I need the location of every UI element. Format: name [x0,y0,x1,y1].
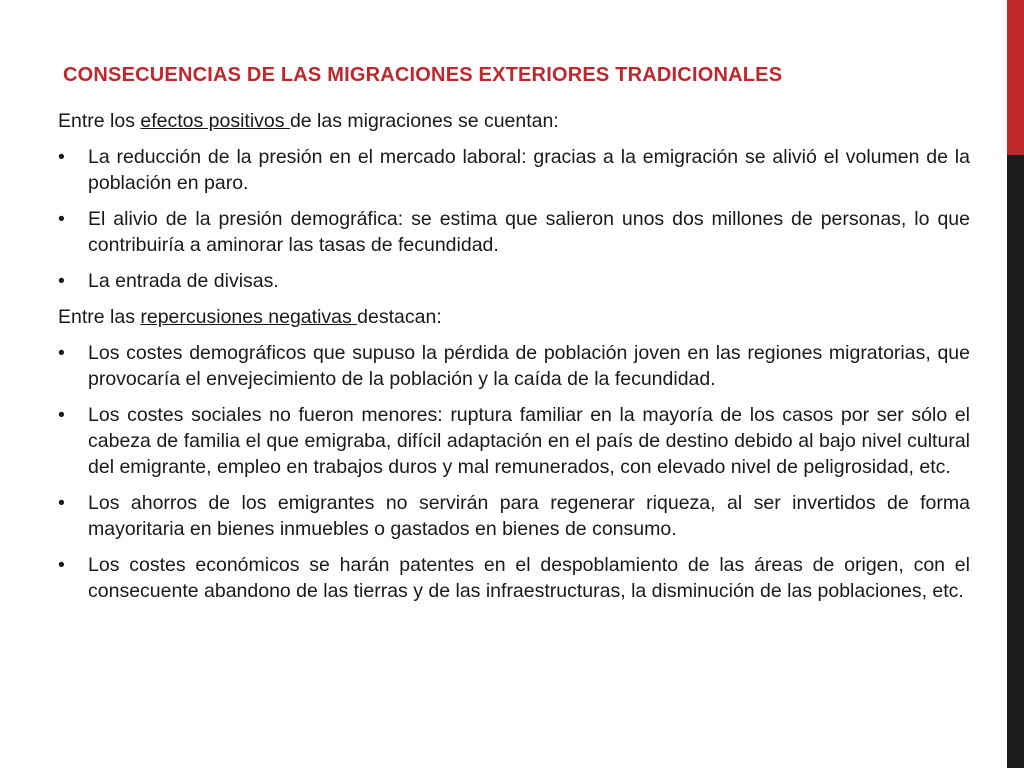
positive-intro [58,108,970,134]
negative-bullet-item [58,490,970,542]
bullet-marker: • [58,404,65,426]
bullet-marker: • [58,270,65,292]
positive-bullet-text: El alivio de la presión demográfica: se estima que salieron unos dos millones de personas, lo que contribuiría a aminorar las tasas de fecundidad. [88,208,970,256]
negative-bullet-item [58,340,970,392]
positive-bullet-item [58,268,970,294]
slide-content [58,108,970,614]
bullet-marker: • [58,146,65,168]
bullet-marker: • [58,492,65,514]
negative-intro-after: destacan: [357,306,442,328]
slide-title: CONSECUENCIAS DE LAS MIGRACIONES EXTERIORES TRADICIONALES [63,64,783,86]
negative-bullet-item [58,552,970,604]
negative-intro-underlined: repercusiones negativas [140,306,358,328]
negative-bullet-item [58,402,970,480]
positive-intro-after: de las migraciones se cuentan: [289,110,559,132]
positive-intro-underlined: efectos positivos [140,110,290,132]
accent-bar-red [1007,0,1024,155]
bullet-marker: • [58,554,65,576]
bullet-marker: • [58,208,65,230]
positive-intro-before: Entre los [58,110,141,132]
negative-bullet-text: Los costes demográficos que supuso la pérdida de población joven en las regiones migratorias, que provocaría el envejecimiento de la población y la caída de la fecundidad. [88,342,970,390]
accent-bar-dark [1007,155,1024,768]
negative-intro [58,304,970,330]
negative-bullet-text: Los ahorros de los emigrantes no servirán para regenerar riqueza, al ser invertidos de forma mayoritaria en bienes inmuebles o gastados en bienes de consumo. [88,492,970,540]
negative-intro-before: Entre las [58,306,141,328]
negative-bullet-text: Los costes económicos se harán patentes en el despoblamiento de las áreas de origen, con el consecuente abandono de las tierras y de las infraestructuras, la disminución de las poblaciones, etc. [88,554,970,602]
positive-bullet-text: La reducción de la presión en el mercado laboral: gracias a la emigración se alivió el volumen de la población en paro. [88,146,970,194]
bullet-marker: • [58,342,65,364]
positive-bullet-item [58,144,970,196]
negative-bullet-text: Los costes sociales no fueron menores: ruptura familiar en la mayoría de los casos por ser sólo el cabeza de familia el que emigraba, difícil adaptación en el país de destino debido al bajo nivel cultural del emigrante, empleo en trabajos duros y mal remunerados, con elevado nivel de peligrosidad, etc. [88,404,970,478]
positive-bullet-text: La entrada de divisas. [88,270,279,292]
positive-bullet-item [58,206,970,258]
